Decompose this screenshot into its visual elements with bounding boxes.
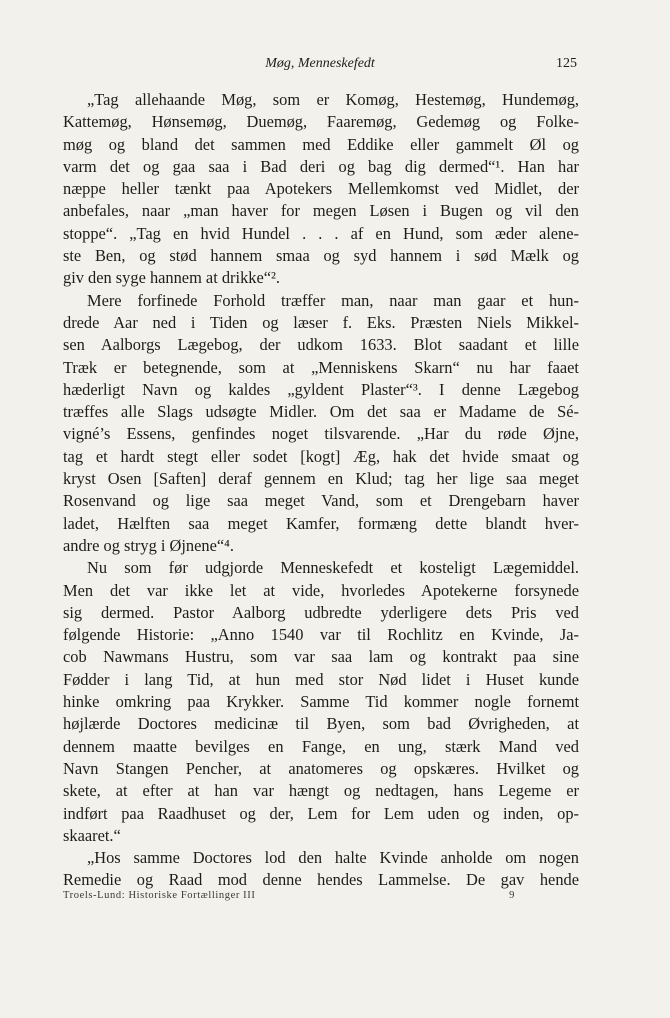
text-line: stoppe“. „Tag en hvid Hundel . . . af en Hund, som æder alene- (63, 223, 579, 243)
text-line: skete, at efter at han var hængt og nedtagen, hans Legeme er (63, 781, 579, 801)
text-line: kryst Osen [Saften] deraf gennem en Klud; tag her lige saa meget (63, 469, 579, 489)
text-line: Men det var ikke let at vide, hvorledes Apotekerne forsynede (63, 580, 579, 600)
text-line: møg og bland det sammen med Eddike eller gammelt Øl og (63, 134, 579, 154)
text-line: „Hos samme Doctores lod den halte Kvinde anholde om nogen (87, 848, 579, 868)
text-line: Nu som før udgjorde Menneskefedt et kosteligt Lægemiddel. (87, 558, 579, 578)
text-line: drede Aar ned i Tiden og læser f. Eks. Præsten Niels Mikkel- (63, 312, 579, 332)
text-line: tag et hardt stegt eller sodet [kogt] Æg, hak det hvide smaat og (63, 446, 579, 466)
text-line: cob Nawmans Hustru, som var saa lam og kontrakt paa sine (63, 647, 579, 667)
text-line: følgende Historie: „Anno 1540 var til Rochlitz en Kvinde, Ja- (63, 625, 579, 645)
text-line: hinke omkring paa Krykker. Samme Tid kommer nogle fornemt (63, 692, 579, 712)
text-line: sen Aalborgs Lægebog, der udkom 1633. Blot saadant et lille (63, 335, 579, 355)
running-title: Møg, Menneskefedt (265, 56, 375, 71)
text-line: varm det og gaa saa i Bad deri og bag dig dermed“¹. Han har (63, 156, 579, 176)
text-line: Fødder i lang Tid, at hun med stor Nød lidet i Huset kunde (63, 669, 579, 689)
signature-line: Troels-Lund: Historiske Fortællinger III (63, 890, 256, 901)
text-line: andre og stryg i Øjnene“⁴. (63, 535, 234, 555)
text-line: Træk er betegnende, som at „Menniskens Skarn“ nu har faaet (63, 357, 579, 377)
text-line: sig dermed. Pastor Aalborg udbredte yderligere dets Pris ved (63, 602, 579, 622)
text-line: Remedie og Raad mod denne hendes Lammelse. De gav hende (63, 870, 579, 890)
text-line: vigné’s Essens, genfindes noget tilsvarende. „Har du røde Øjne, (63, 424, 579, 444)
text-line: „Tag allehaande Møg, som er Komøg, Hestemøg, Hundemøg, (87, 90, 579, 109)
text-line: ladet, Hælften saa meget Kamfer, formæng dette blandt hver- (63, 513, 579, 533)
text-line: Navn Stangen Pencher, at anatomeres og opskæres. Hvilket og (63, 758, 579, 778)
text-line: anbefales, naar „man haver for megen Løsen i Bugen og vil den (63, 201, 579, 221)
page-number: 125 (556, 56, 577, 71)
sheet-number: 9 (509, 890, 515, 901)
text-line: Kattemøg, Hønsemøg, Duemøg, Faaremøg, Gedemøg og Folke- (63, 112, 579, 132)
running-head (63, 56, 577, 76)
text-line: hæderligt Navn og kaldes „gyldent Plaster“³. I denne Lægebog (63, 379, 579, 399)
text-line: ste Ben, og stød hannem smaa og syd hannem i sød Mælk og (63, 246, 579, 266)
text-line: skaaret.“ (63, 825, 121, 845)
text-line: indført paa Raadhuset og der, Lem for Lem uden og inden, op- (63, 803, 579, 823)
text-line: dennem maatte bevilges en Fange, en ung, stærk Mand ved (63, 736, 579, 756)
text-line: træffes alle Slags udsøgte Midler. Om det saa er Madame de Sé- (63, 402, 579, 422)
page-footer (63, 890, 515, 906)
text-line: næppe heller tænkt paa Apotekers Mellemkomst ved Midlet, der (63, 179, 579, 199)
body-text (63, 89, 579, 892)
text-line: Mere forfinede Forhold træffer man, naar man gaar et hun- (87, 290, 579, 310)
text-line: Rosenvand og lige saa meget Vand, som et Drengebarn haver (63, 491, 579, 511)
text-line: højlærde Doctores medicinæ til Byen, som bad Øvrigheden, at (63, 714, 579, 734)
text-line: giv den syge hannem at drikke“². (63, 268, 281, 288)
